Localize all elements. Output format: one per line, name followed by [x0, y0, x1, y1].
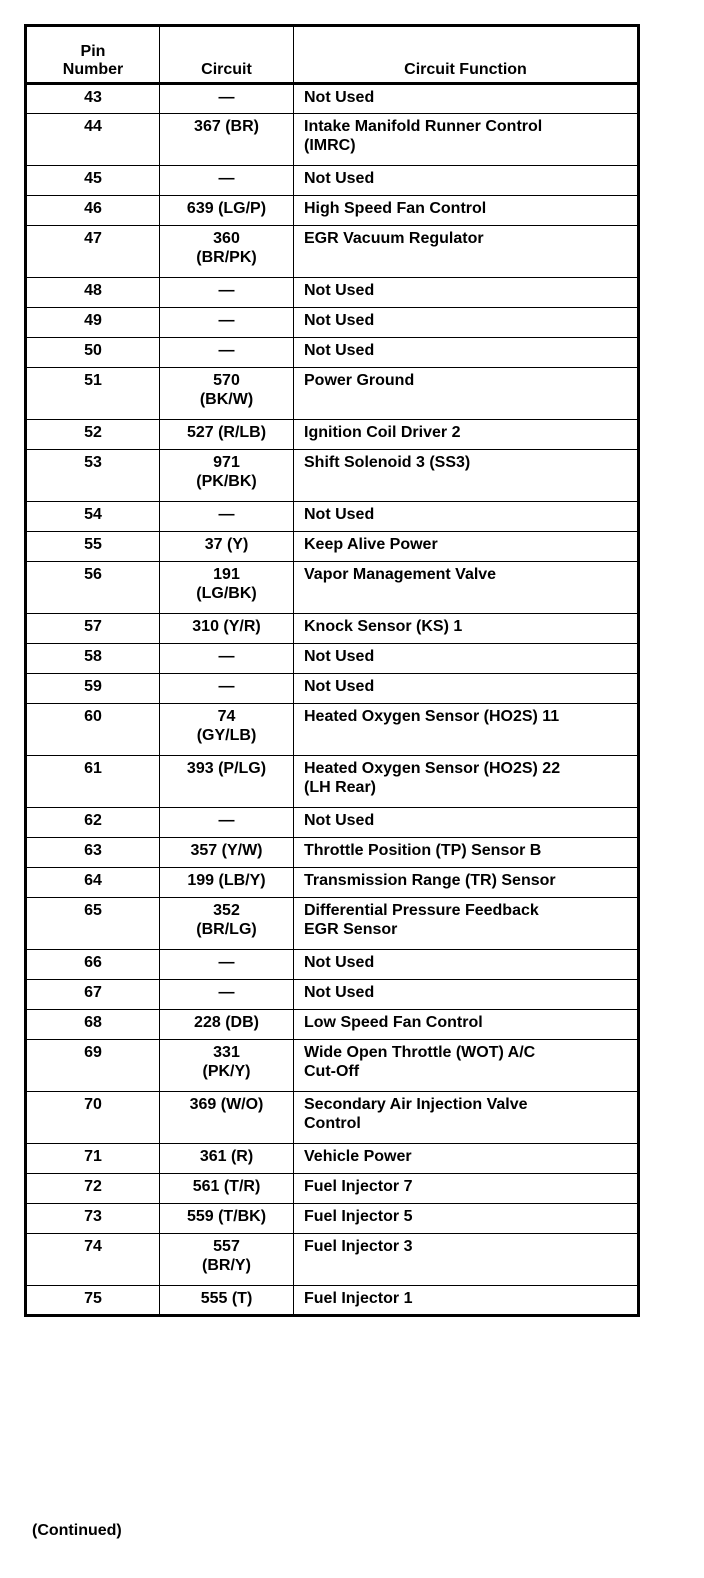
pin-number-cell: 66 [26, 950, 160, 980]
circuit-line: — [218, 312, 235, 329]
circuit-function-cell [294, 1144, 639, 1174]
function-line: Ignition Coil Driver 2 [304, 424, 461, 441]
circuit-function-cell [294, 1040, 639, 1092]
circuit-line: 191 [213, 566, 240, 583]
circuit-cell [160, 674, 294, 704]
pin-number-cell: 67 [26, 980, 160, 1010]
circuit-cell [160, 114, 294, 166]
circuit-function-cell [294, 1204, 639, 1234]
circuit-line: (GY/LB) [196, 727, 257, 744]
table-row [26, 1010, 639, 1040]
function-line: Low Speed Fan Control [304, 1014, 483, 1031]
table-row [26, 868, 639, 898]
table-row [26, 338, 639, 368]
circuit-function-cell [294, 756, 639, 808]
circuit-cell [160, 898, 294, 950]
pin-number-cell: 68 [26, 1010, 160, 1040]
table-row [26, 450, 639, 502]
circuit-line: 361 (R) [199, 1148, 254, 1165]
circuit-function-cell [294, 644, 639, 674]
circuit-function-header: Circuit Function [294, 26, 639, 84]
circuit-cell [160, 980, 294, 1010]
circuit-cell [160, 704, 294, 756]
circuit-cell [160, 644, 294, 674]
pin-number-cell: 73 [26, 1204, 160, 1234]
circuit-line: 360 [213, 230, 240, 247]
pin-number-cell: 69 [26, 1040, 160, 1092]
circuit-cell [160, 838, 294, 868]
circuit-line: (BR/LG) [196, 921, 257, 938]
pin-header-line-1: Pin [80, 43, 106, 60]
pin-number-cell: 74 [26, 1234, 160, 1286]
table-row [26, 704, 639, 756]
function-line: Heated Oxygen Sensor (HO2S) 11 [304, 708, 560, 725]
circuit-line: 37 (Y) [204, 536, 249, 553]
circuit-function-cell [294, 1174, 639, 1204]
circuit-function-cell [294, 1234, 639, 1286]
function-line: Heated Oxygen Sensor (HO2S) 22 [304, 760, 561, 777]
table-row [26, 84, 639, 114]
circuit-cell [160, 1010, 294, 1040]
table-row [26, 166, 639, 196]
function-line: Not Used [304, 170, 375, 187]
circuit-line: — [218, 648, 235, 665]
function-line: Shift Solenoid 3 (SS3) [304, 454, 471, 471]
pin-number-cell: 71 [26, 1144, 160, 1174]
function-line: Not Used [304, 678, 375, 695]
table-body [26, 84, 639, 1316]
function-line: Not Used [304, 282, 375, 299]
pin-number-cell: 53 [26, 450, 160, 502]
pin-number-header [26, 26, 160, 84]
function-line: Fuel Injector 7 [304, 1178, 413, 1195]
circuit-function-cell [294, 1286, 639, 1316]
table-row [26, 808, 639, 838]
function-line: Not Used [304, 342, 375, 359]
circuit-line: 74 [217, 708, 236, 725]
circuit-line: — [218, 282, 235, 299]
pin-number-cell: 72 [26, 1174, 160, 1204]
circuit-cell [160, 1040, 294, 1092]
table-row [26, 1144, 639, 1174]
circuit-line: — [218, 984, 235, 1001]
circuit-line: 331 [213, 1044, 240, 1061]
circuit-function-cell [294, 114, 639, 166]
circuit-function-cell [294, 1092, 639, 1144]
circuit-line: 557 [213, 1238, 240, 1255]
circuit-function-cell [294, 898, 639, 950]
circuit-line: 352 [213, 902, 240, 919]
pin-number-cell: 55 [26, 532, 160, 562]
circuit-line: — [218, 678, 235, 695]
circuit-line: 367 (BR) [194, 118, 259, 135]
circuit-function-cell [294, 532, 639, 562]
circuit-cell [160, 614, 294, 644]
pin-number-cell: 56 [26, 562, 160, 614]
circuit-line: 639 (LG/P) [186, 200, 267, 217]
function-line: Not Used [304, 506, 375, 523]
circuit-cell [160, 808, 294, 838]
circuit-cell [160, 338, 294, 368]
circuit-cell [160, 1144, 294, 1174]
pin-number-cell: 60 [26, 704, 160, 756]
table-row [26, 114, 639, 166]
pin-number-cell: 62 [26, 808, 160, 838]
circuit-cell [160, 562, 294, 614]
pin-number-cell: 51 [26, 368, 160, 420]
pin-number-cell: 54 [26, 502, 160, 532]
circuit-function-cell [294, 308, 639, 338]
circuit-function-cell [294, 196, 639, 226]
table-row [26, 308, 639, 338]
function-line: Power Ground [304, 372, 415, 389]
function-line: Not Used [304, 312, 375, 329]
circuit-line: 971 [213, 454, 240, 471]
table-row [26, 278, 639, 308]
circuit-function-cell [294, 1010, 639, 1040]
table-row [26, 674, 639, 704]
circuit-cell [160, 950, 294, 980]
function-line: Fuel Injector 5 [304, 1208, 413, 1225]
circuit-cell [160, 308, 294, 338]
circuit-function-cell [294, 368, 639, 420]
circuit-function-cell [294, 562, 639, 614]
circuit-cell [160, 450, 294, 502]
table-row [26, 1234, 639, 1286]
circuit-cell [160, 1234, 294, 1286]
circuit-line: (BR/Y) [202, 1257, 251, 1274]
function-line: Keep Alive Power [304, 536, 438, 553]
table-row [26, 1204, 639, 1234]
pin-number-cell: 52 [26, 420, 160, 450]
circuit-line: — [218, 506, 235, 523]
circuit-function-cell [294, 674, 639, 704]
function-line: Not Used [304, 812, 375, 829]
table-row [26, 420, 639, 450]
circuit-line: — [218, 170, 235, 187]
circuit-cell [160, 84, 294, 114]
function-line: (IMRC) [304, 137, 356, 154]
circuit-cell [160, 1174, 294, 1204]
circuit-line: 199 (LB/Y) [187, 872, 266, 889]
circuit-line: 228 (DB) [194, 1014, 259, 1031]
table-header [26, 26, 639, 84]
function-line: Secondary Air Injection Valve [304, 1096, 528, 1113]
table-row [26, 950, 639, 980]
circuit-line: (PK/BK) [196, 473, 257, 490]
function-line: Differential Pressure Feedback [304, 902, 539, 919]
function-line: Transmission Range (TR) Sensor [304, 872, 556, 889]
function-line: EGR Sensor [304, 921, 398, 938]
circuit-line: (PK/Y) [202, 1063, 251, 1080]
function-line: Cut-Off [304, 1063, 360, 1080]
circuit-cell [160, 1286, 294, 1316]
circuit-function-cell [294, 502, 639, 532]
circuit-cell [160, 1092, 294, 1144]
circuit-function-cell [294, 450, 639, 502]
function-line: Not Used [304, 984, 375, 1001]
function-line: Not Used [304, 954, 375, 971]
pin-number-cell: 50 [26, 338, 160, 368]
function-line: Wide Open Throttle (WOT) A/C [304, 1044, 536, 1061]
pin-number-cell: 65 [26, 898, 160, 950]
function-line: Not Used [304, 89, 375, 106]
table-row [26, 1286, 639, 1316]
circuit-line: 555 (T) [200, 1290, 253, 1307]
function-line: Knock Sensor (KS) 1 [304, 618, 463, 635]
circuit-cell [160, 196, 294, 226]
circuit-function-cell [294, 278, 639, 308]
circuit-line: 561 (T/R) [192, 1178, 261, 1195]
function-line: (LH Rear) [304, 779, 377, 796]
circuit-line: — [218, 812, 235, 829]
table-row [26, 644, 639, 674]
circuit-function-cell [294, 980, 639, 1010]
pin-number-cell: 61 [26, 756, 160, 808]
pin-number-cell: 43 [26, 84, 160, 114]
circuit-function-cell [294, 420, 639, 450]
circuit-function-cell [294, 226, 639, 278]
table-row [26, 196, 639, 226]
circuit-line: 310 (Y/R) [192, 618, 261, 635]
circuit-function-cell [294, 614, 639, 644]
circuit-function-cell [294, 84, 639, 114]
pin-number-cell: 45 [26, 166, 160, 196]
pin-number-cell: 70 [26, 1092, 160, 1144]
circuit-line: — [218, 342, 235, 359]
circuit-function-cell [294, 338, 639, 368]
pin-number-cell: 47 [26, 226, 160, 278]
circuit-cell [160, 420, 294, 450]
pin-number-cell: 64 [26, 868, 160, 898]
function-line: Not Used [304, 648, 375, 665]
circuit-line: 570 [213, 372, 240, 389]
circuit-line: (LG/BK) [196, 585, 257, 602]
table-row [26, 368, 639, 420]
function-line: Control [304, 1115, 361, 1132]
circuit-function-cell [294, 808, 639, 838]
circuit-cell [160, 368, 294, 420]
pin-number-cell: 49 [26, 308, 160, 338]
pin-circuit-table [24, 24, 640, 1317]
table-row [26, 502, 639, 532]
circuit-line: (BR/PK) [196, 249, 257, 266]
function-line: Fuel Injector 3 [304, 1238, 413, 1255]
table-row [26, 898, 639, 950]
circuit-line: (BK/W) [199, 391, 254, 408]
circuit-line: 393 (P/LG) [186, 760, 267, 777]
table-row [26, 226, 639, 278]
circuit-line: 357 (Y/W) [190, 842, 263, 859]
table-row [26, 614, 639, 644]
table-row [26, 838, 639, 868]
circuit-cell [160, 502, 294, 532]
circuit-cell [160, 756, 294, 808]
pin-number-cell: 59 [26, 674, 160, 704]
pin-number-cell: 75 [26, 1286, 160, 1316]
header-row [26, 26, 639, 84]
circuit-cell [160, 868, 294, 898]
circuit-cell [160, 532, 294, 562]
table-row [26, 980, 639, 1010]
circuit-cell [160, 166, 294, 196]
pin-number-cell: 58 [26, 644, 160, 674]
pin-number-cell: 48 [26, 278, 160, 308]
table-row [26, 562, 639, 614]
table-row [26, 532, 639, 562]
circuit-line: 369 (W/O) [189, 1096, 264, 1113]
circuit-cell [160, 1204, 294, 1234]
pin-number-cell: 44 [26, 114, 160, 166]
circuit-function-cell [294, 838, 639, 868]
table-row [26, 756, 639, 808]
function-line: High Speed Fan Control [304, 200, 487, 217]
table-row [26, 1174, 639, 1204]
pin-number-cell: 63 [26, 838, 160, 868]
circuit-line: — [218, 954, 235, 971]
table-row [26, 1040, 639, 1092]
function-line: Vehicle Power [304, 1148, 412, 1165]
circuit-line: 527 (R/LB) [186, 424, 267, 441]
circuit-cell [160, 278, 294, 308]
pin-number-cell: 46 [26, 196, 160, 226]
circuit-function-cell [294, 950, 639, 980]
function-line: Intake Manifold Runner Control [304, 118, 543, 135]
circuit-function-cell [294, 868, 639, 898]
circuit-line: — [218, 89, 235, 106]
continued-note: (Continued) [32, 1522, 122, 1539]
function-line: EGR Vacuum Regulator [304, 230, 484, 247]
pin-number-cell: 57 [26, 614, 160, 644]
table-row [26, 1092, 639, 1144]
function-line: Vapor Management Valve [304, 566, 497, 583]
pin-header-line-2: Number [62, 61, 124, 78]
circuit-function-cell [294, 166, 639, 196]
function-line: Fuel Injector 1 [304, 1290, 413, 1307]
function-line: Throttle Position (TP) Sensor B [304, 842, 542, 859]
circuit-function-cell [294, 704, 639, 756]
circuit-cell [160, 226, 294, 278]
circuit-header: Circuit [160, 26, 294, 84]
circuit-line: 559 (T/BK) [186, 1208, 267, 1225]
